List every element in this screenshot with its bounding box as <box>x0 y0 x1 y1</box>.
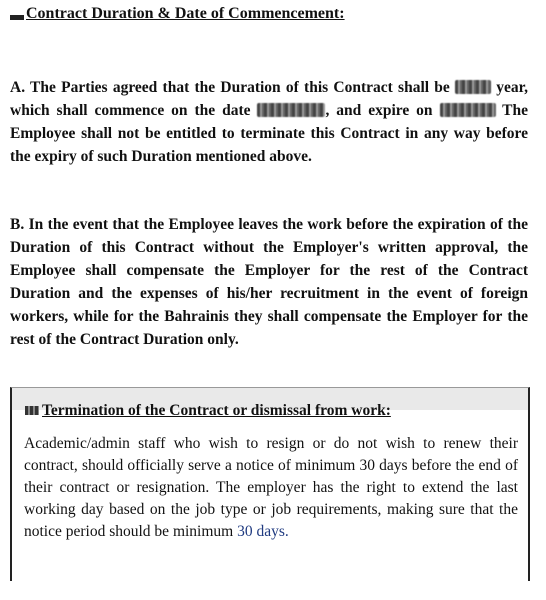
termination-number-redacted <box>25 406 39 415</box>
redacted-duration <box>455 80 491 94</box>
section-heading-text: Contract Duration & Date of Commencement: <box>26 5 345 22</box>
termination-heading <box>25 402 391 420</box>
section-heading <box>10 5 345 23</box>
paragraph-a-text-1: A. The Parties agreed that the Duration of this Contract shall be <box>10 79 450 96</box>
termination-body <box>24 433 518 543</box>
redacted-commence-date <box>257 103 325 117</box>
section-number-redacted <box>10 15 24 20</box>
paragraph-a <box>10 76 528 168</box>
paragraph-a-text-2: year, which shall commence on the date <box>10 79 529 119</box>
termination-heading-text: Termination of the Contract or dismissal from work: <box>42 402 391 419</box>
paragraph-b: B. In the event that the Employee leaves the work before the expiration of the Duration of this Contract without the Employer's written approval, the Employee shall compensate the Employer for the rest of the Contract Duration and the expenses of his/her recruitment in the event of foreign workers, while for the Bahrainis they shall compensate the Employer for the rest of the Contract Duration only. <box>10 216 528 348</box>
redacted-expiry-date <box>440 103 496 117</box>
paragraph-a-text-3: , and expire on <box>325 102 433 119</box>
termination-body-end: 30 days. <box>237 523 289 540</box>
termination-body-text: Academic/admin staff who wish to resign or do not wish to renew their contract, should officially serve a notice of minimum 30 days before the end of their contract or resignation. The employer has the right to extend the last working day based on the job type or job requirements, making sure that the notice period should be minimum <box>24 435 518 540</box>
termination-section <box>10 387 530 581</box>
paragraph-a-text-4: The Employee shall not be entitled to terminate this Contract in any way before the expiry of such Duration mentioned above. <box>10 102 529 165</box>
